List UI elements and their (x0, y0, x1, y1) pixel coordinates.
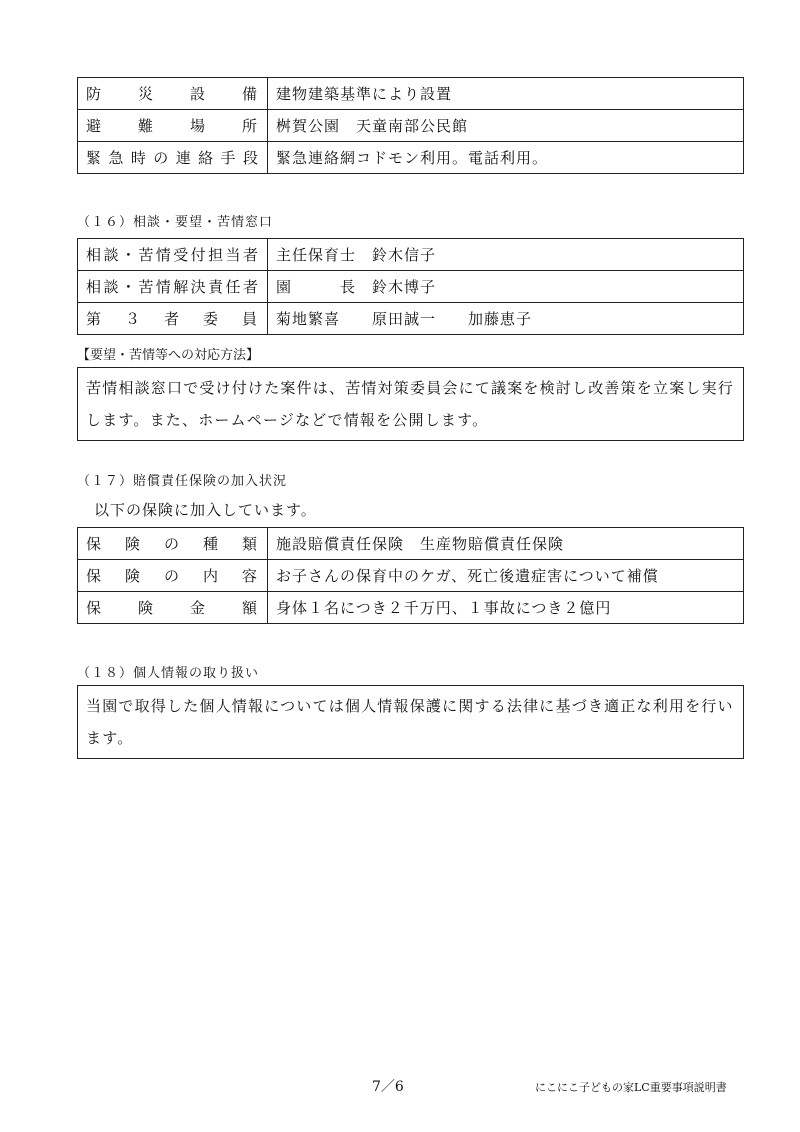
privacy-text: 当園で取得した個人情報については個人情報保護に関する法律に基づき適正な利用を行います。 (77, 685, 744, 759)
section-16-heading: （１６）相談・要望・苦情窓口 (77, 215, 274, 230)
table-row (78, 528, 744, 560)
evacuation-site-label: 避難場所 (78, 110, 268, 142)
complaint-reception-value: 主任保育士 鈴木信子 (268, 239, 744, 271)
disaster-equipment-label: 防災設備 (78, 78, 268, 110)
disaster-table (77, 77, 744, 174)
complaint-method-note: 【要望・苦情等への対応方法】 (77, 348, 260, 363)
consultation-table (77, 238, 744, 335)
page-number: 7／6 (372, 1079, 404, 1095)
table-row (78, 110, 744, 142)
complaint-method-text: 苦情相談窓口で受け付けた案件は、苦情対策委員会にて議案を検討し改善策を立案し実行します。また、ホームページなどで情報を公開します。 (77, 367, 744, 441)
insurance-type-value: 施設賠償責任保険 生産物賠償責任保険 (268, 528, 744, 560)
third-party-committee-label: 第３者委員 (78, 303, 268, 335)
complaint-resolution-value: 園 長 鈴木博子 (268, 271, 744, 303)
insurance-amount-value: 身体１名につき２千万円、１事故につき２億円 (268, 592, 744, 624)
table-row (78, 592, 744, 624)
table-row (78, 142, 744, 174)
table-row (78, 78, 744, 110)
document-title: にこにこ子どもの家LC重要事項説明書 (535, 1081, 727, 1094)
evacuation-site-value: 桝賀公園 天童南部公民館 (268, 110, 744, 142)
section-17-heading: （１７）賠償責任保険の加入状況 (77, 474, 288, 489)
insurance-type-label: 保険の種類 (78, 528, 268, 560)
section-18-heading: （１８）個人情報の取り扱い (77, 666, 260, 681)
complaint-reception-label: 相談・苦情受付担当者 (78, 239, 268, 271)
emergency-contact-label: 緊急時の連絡手段 (78, 142, 268, 174)
disaster-equipment-value: 建物建築基準により設置 (268, 78, 744, 110)
table-row (78, 239, 744, 271)
third-party-committee-value: 菊地繁喜 原田誠一 加藤恵子 (268, 303, 744, 335)
insurance-table (77, 527, 744, 624)
insurance-content-value: お子さんの保育中のケガ、死亡後遺症害について補償 (268, 560, 744, 592)
complaint-resolution-label: 相談・苦情解決責任者 (78, 271, 268, 303)
emergency-contact-value: 緊急連絡網コドモン利用。電話利用。 (268, 142, 744, 174)
table-row (78, 271, 744, 303)
insurance-content-label: 保険の内容 (78, 560, 268, 592)
table-row (78, 303, 744, 335)
insurance-amount-label: 保険金額 (78, 592, 268, 624)
insurance-intro: 以下の保険に加入しています。 (94, 501, 317, 519)
table-row (78, 560, 744, 592)
